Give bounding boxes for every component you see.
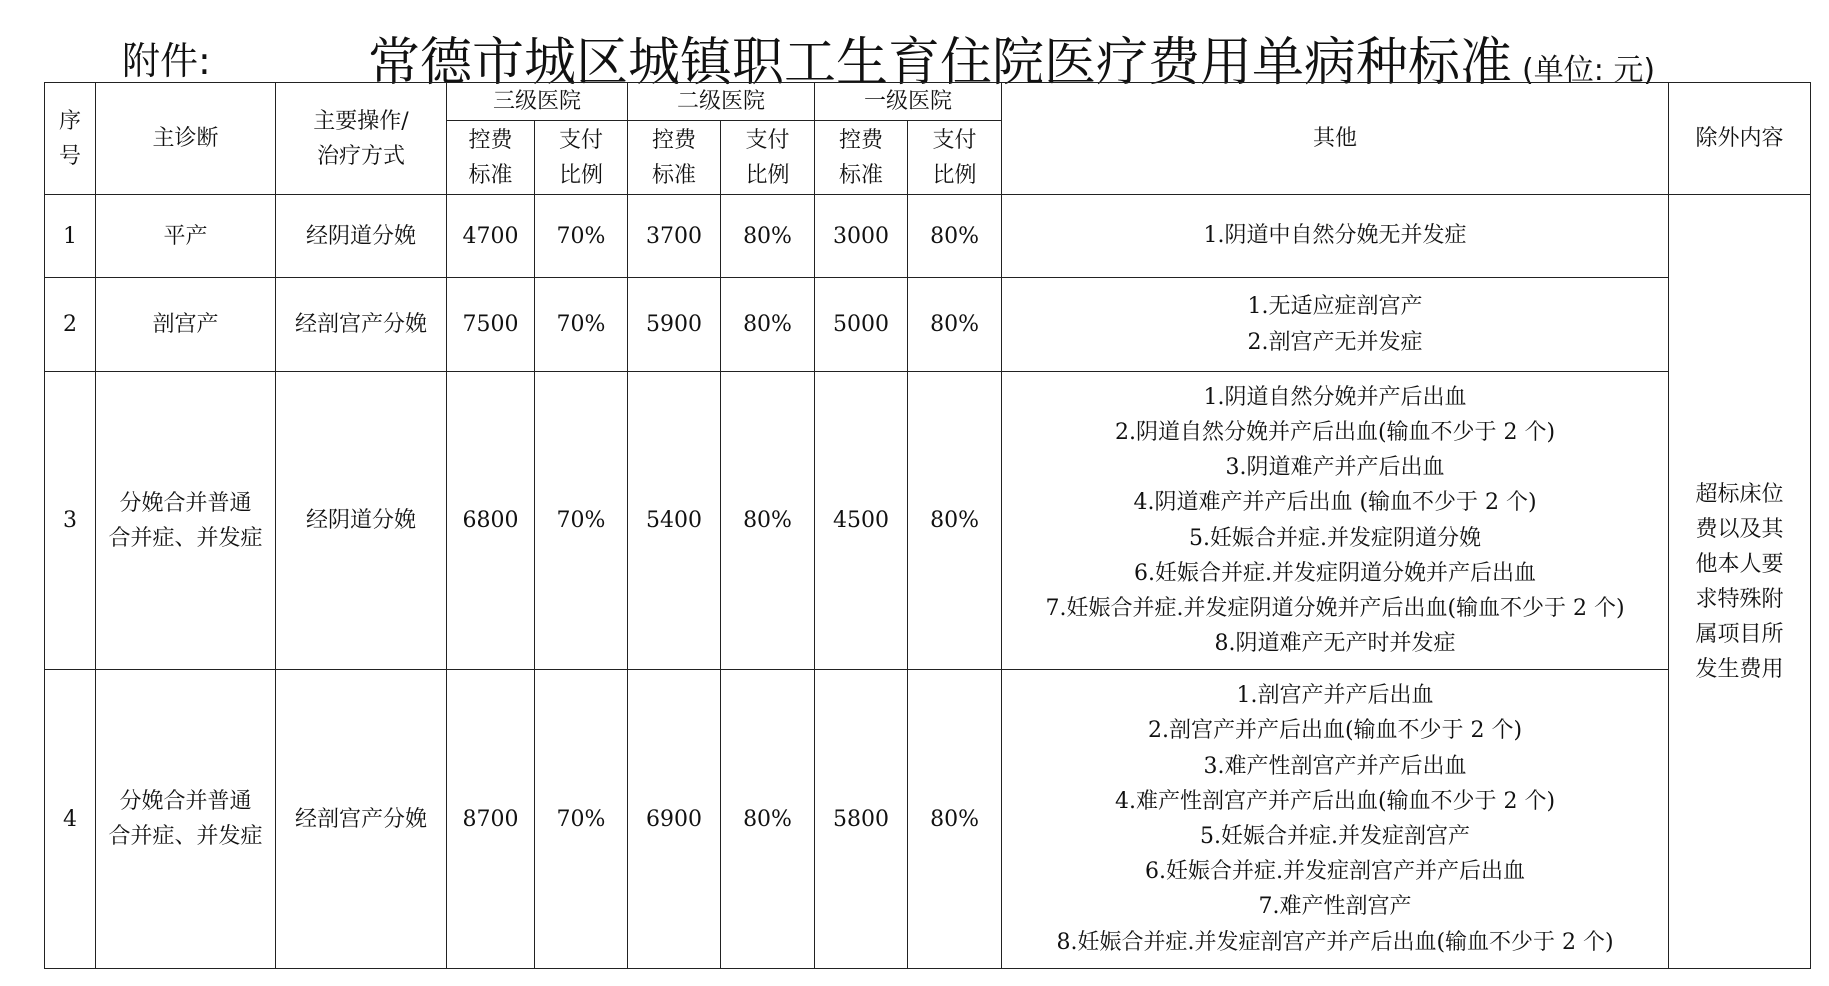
seq-cell: 3 bbox=[45, 372, 96, 670]
other-item: 5.妊娠合并症.并发症剖宫产 bbox=[1200, 824, 1471, 849]
l3-cost-cell: 4700 bbox=[447, 195, 535, 278]
other-item: 1.阴道中自然分娩无并发症 bbox=[1203, 223, 1467, 249]
header-l2-ratio: 支付 比例 bbox=[721, 121, 815, 195]
l2-cost-cell: 3700 bbox=[628, 195, 721, 278]
l1-cost-cell: 5000 bbox=[815, 278, 908, 372]
l1-ratio-cell: 80% bbox=[908, 372, 1002, 670]
header-l3-ratio: 支付 比例 bbox=[535, 121, 628, 195]
other-item: 2.阴道自然分娩并产后出血(输血不少于 2 个) bbox=[1114, 419, 1556, 445]
table-row bbox=[45, 195, 1811, 278]
header-seq: 序 号 bbox=[45, 83, 96, 195]
l1-cost-cell: 4500 bbox=[815, 372, 908, 670]
l1-ratio-cell: 80% bbox=[908, 278, 1002, 372]
unit-note: (单位: 元) bbox=[1522, 53, 1656, 88]
attachment-label: 附件: bbox=[122, 39, 211, 83]
l2-cost-cell: 5900 bbox=[628, 278, 721, 372]
other-item: 3.阴道难产并产后出血 bbox=[1225, 455, 1445, 481]
other-item: 2.剖宫产并产后出血(输血不少于 2 个) bbox=[1147, 718, 1523, 744]
other-item: 2.剖宫产无并发症 bbox=[1247, 329, 1423, 355]
operation-cell: 经阴道分娩 bbox=[276, 372, 447, 670]
other-item: 6.妊娠合并症.并发症剖宫产并产后出血 bbox=[1145, 859, 1526, 885]
header-other: 其他 bbox=[1002, 83, 1669, 195]
l3-ratio-cell: 70% bbox=[535, 372, 628, 670]
header-excluded: 除外内容 bbox=[1669, 83, 1811, 195]
l3-cost-cell: 6800 bbox=[447, 372, 535, 670]
header-l3-cost: 控费 标准 bbox=[447, 121, 535, 195]
seq-cell: 4 bbox=[45, 670, 96, 969]
diagnosis-cell: 分娩合并普通 合并症、并发症 bbox=[96, 372, 276, 670]
header-level3-hospital: 三级医院 bbox=[447, 83, 628, 121]
other-item: 1.阴道自然分娩并产后出血 bbox=[1203, 384, 1467, 410]
other-item: 8.妊娠合并症.并发症剖宫产并产后出血(输血不少于 2 个) bbox=[1056, 929, 1614, 955]
header-l1-cost: 控费 标准 bbox=[815, 121, 908, 195]
header-operation: 主要操作/ 治疗方式 bbox=[276, 83, 447, 195]
other-cell bbox=[1002, 372, 1669, 670]
l2-cost-cell: 6900 bbox=[628, 670, 721, 969]
diagnosis-cell: 分娩合并普通 合并症、并发症 bbox=[96, 670, 276, 969]
l3-ratio-cell: 70% bbox=[535, 278, 628, 372]
other-item: 3.难产性剖宫产并产后出血 bbox=[1203, 753, 1467, 779]
other-item: 4.难产性剖宫产并产后出血(输血不少于 2 个) bbox=[1114, 788, 1556, 814]
header-level1-hospital: 一级医院 bbox=[815, 83, 1002, 121]
other-item: 8.阴道难产无产时并发症 bbox=[1214, 631, 1456, 657]
other-item: 4.阴道难产并产后出血 (输血不少于 2 个) bbox=[1133, 490, 1537, 516]
diagnosis-cell: 剖宫产 bbox=[96, 278, 276, 372]
table-row bbox=[45, 278, 1811, 372]
standards-table bbox=[44, 82, 1811, 969]
other-item: 1.剖宫产并产后出血 bbox=[1236, 683, 1434, 709]
l1-cost-cell: 5800 bbox=[815, 670, 908, 969]
header-l1-ratio: 支付 比例 bbox=[908, 121, 1002, 195]
other-item: 1.无适应症剖宫产 bbox=[1247, 294, 1423, 320]
operation-cell: 经剖宫产分娩 bbox=[276, 278, 447, 372]
other-item: 6.妊娠合并症.并发症阴道分娩并产后出血 bbox=[1134, 560, 1537, 586]
other-cell bbox=[1002, 278, 1669, 372]
diagnosis-cell: 平产 bbox=[96, 195, 276, 278]
l1-ratio-cell: 80% bbox=[908, 670, 1002, 969]
seq-cell: 1 bbox=[45, 195, 96, 278]
l2-ratio-cell: 80% bbox=[721, 372, 815, 670]
other-item: 7.妊娠合并症.并发症阴道分娩并产后出血(输血不少于 2 个) bbox=[1045, 595, 1625, 621]
l2-ratio-cell: 80% bbox=[721, 670, 815, 969]
excluded-content-cell: 超标床位 费以及其 他本人要 求特殊附 属项目所 发生费用 bbox=[1669, 195, 1811, 969]
operation-cell: 经阴道分娩 bbox=[276, 195, 447, 278]
operation-cell: 经剖宫产分娩 bbox=[276, 670, 447, 969]
title-text: 常德市城区城镇职工生育住院医疗费用单病种标准 bbox=[368, 33, 1513, 93]
l2-ratio-cell: 80% bbox=[721, 195, 815, 278]
table-row bbox=[45, 372, 1811, 670]
other-cell bbox=[1002, 670, 1669, 969]
l3-ratio-cell: 70% bbox=[535, 195, 628, 278]
header-level2-hospital: 二级医院 bbox=[628, 83, 815, 121]
header-diagnosis: 主诊断 bbox=[96, 83, 276, 195]
l3-cost-cell: 7500 bbox=[447, 278, 535, 372]
header-l2-cost: 控费 标准 bbox=[628, 121, 721, 195]
l2-ratio-cell: 80% bbox=[721, 278, 815, 372]
seq-cell: 2 bbox=[45, 278, 96, 372]
l3-ratio-cell: 70% bbox=[535, 670, 628, 969]
other-cell bbox=[1002, 195, 1669, 278]
l1-ratio-cell: 80% bbox=[908, 195, 1002, 278]
other-item: 5.妊娠合并症.并发症阴道分娩 bbox=[1189, 525, 1482, 551]
other-item: 7.难产性剖宫产 bbox=[1258, 894, 1412, 920]
l3-cost-cell: 8700 bbox=[447, 670, 535, 969]
table-row bbox=[45, 670, 1811, 969]
l2-cost-cell: 5400 bbox=[628, 372, 721, 670]
l1-cost-cell: 3000 bbox=[815, 195, 908, 278]
